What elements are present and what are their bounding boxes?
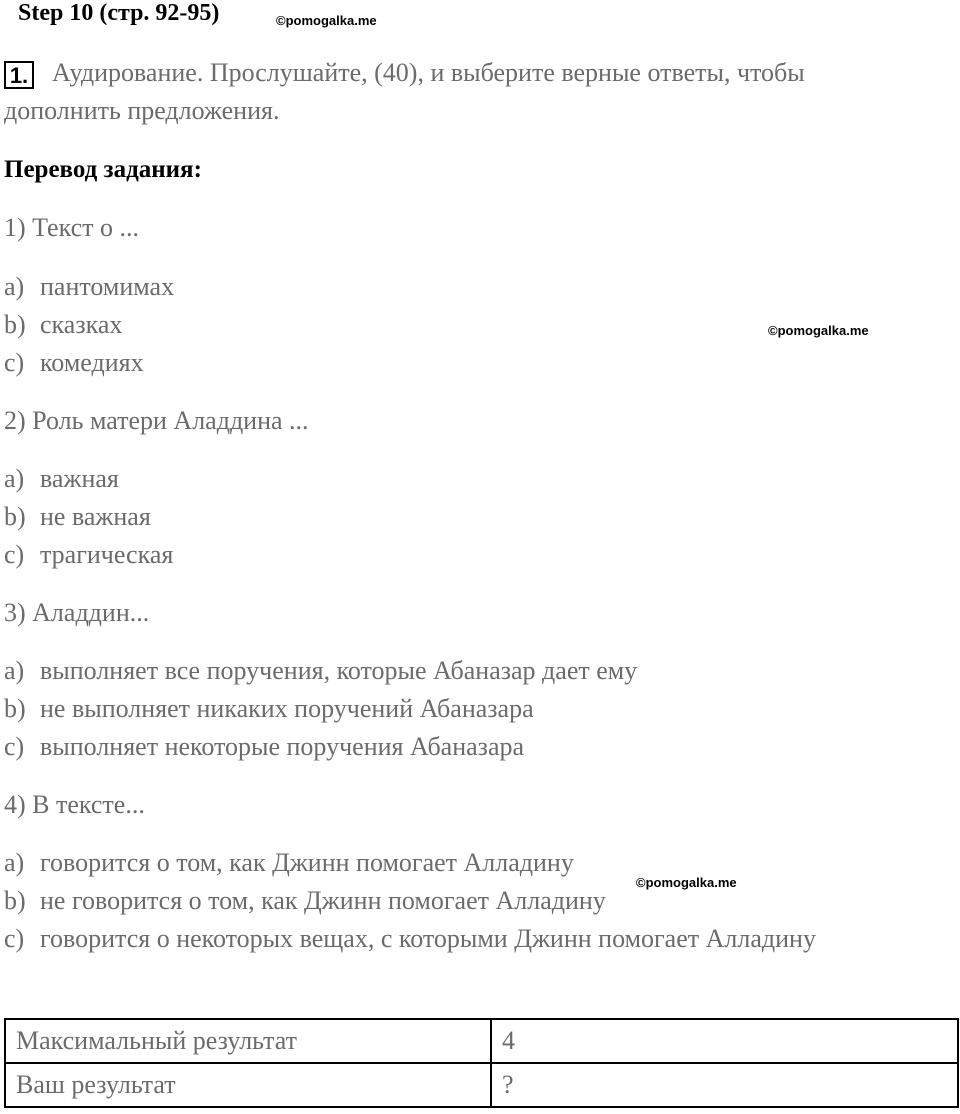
question-3: 3) Аладдин...: [4, 598, 150, 627]
option-4a: [4, 848, 574, 878]
option-letter: a): [4, 656, 25, 685]
option-text: комедиях: [40, 348, 144, 377]
option-text: говорится о том, как Джинн помогает Алладину: [40, 848, 574, 877]
watermark: ©pomogalka.me: [636, 875, 737, 890]
option-letter: c): [4, 732, 25, 761]
option-letter: a): [4, 272, 25, 301]
page-title: Step 10 (стр. 92-95): [18, 0, 220, 26]
translation-heading: Перевод задания:: [4, 156, 202, 183]
max-result-value: 4: [491, 1019, 958, 1063]
option-4c: [4, 924, 816, 954]
option-1b: [4, 310, 122, 340]
option-1a: [4, 272, 174, 302]
max-result-label: Максимальный результат: [5, 1019, 491, 1063]
option-letter: c): [4, 348, 25, 377]
option-3c: [4, 732, 524, 762]
option-letter: b): [4, 502, 26, 531]
your-result-value: ?: [491, 1063, 958, 1107]
watermark: ©pomogalka.me: [276, 13, 377, 28]
option-2a: [4, 464, 119, 494]
result-table: [4, 1018, 959, 1108]
question-1: 1) Текст о ...: [4, 213, 139, 242]
option-3b: [4, 694, 534, 724]
option-letter: c): [4, 924, 25, 953]
option-text: говорится о некоторых вещах, с которыми Джинн помогает Алладину: [40, 924, 816, 953]
task-text-line2: дополнить предложения.: [4, 96, 280, 125]
option-text: не говорится о том, как Джинн помогает Алладину: [40, 886, 606, 915]
watermark: ©pomogalka.me: [768, 323, 869, 338]
option-3a: [4, 656, 637, 686]
option-letter: a): [4, 848, 25, 877]
question-4: 4) В тексте...: [4, 790, 145, 819]
option-letter: a): [4, 464, 25, 493]
option-2b: [4, 502, 151, 532]
your-result-label: Ваш результат: [5, 1063, 491, 1107]
table-row: [5, 1019, 958, 1063]
question-2: 2) Роль матери Аладдина ...: [4, 406, 309, 435]
option-letter: b): [4, 310, 26, 339]
option-1c: [4, 348, 144, 378]
option-text: не выполняет никаких поручений Абаназара: [40, 694, 534, 723]
option-text: выполняет некоторые поручения Абаназара: [40, 732, 525, 761]
option-text: важная: [40, 464, 119, 493]
option-2c: [4, 540, 173, 570]
option-text: не важная: [40, 502, 151, 531]
option-letter: b): [4, 694, 26, 723]
option-text: сказках: [40, 310, 123, 339]
option-text: пантомимах: [40, 272, 175, 301]
table-row: [5, 1063, 958, 1107]
option-text: выполняет все поручения, которые Абаназар дает ему: [40, 656, 638, 685]
option-letter: b): [4, 886, 26, 915]
option-letter: c): [4, 540, 25, 569]
option-text: трагическая: [40, 540, 174, 569]
task-text-line1: Аудирование. Прослушайте, (40), и выберите верные ответы, чтобы: [52, 58, 805, 87]
task-number: 1.: [4, 61, 34, 89]
option-4b: [4, 886, 606, 916]
